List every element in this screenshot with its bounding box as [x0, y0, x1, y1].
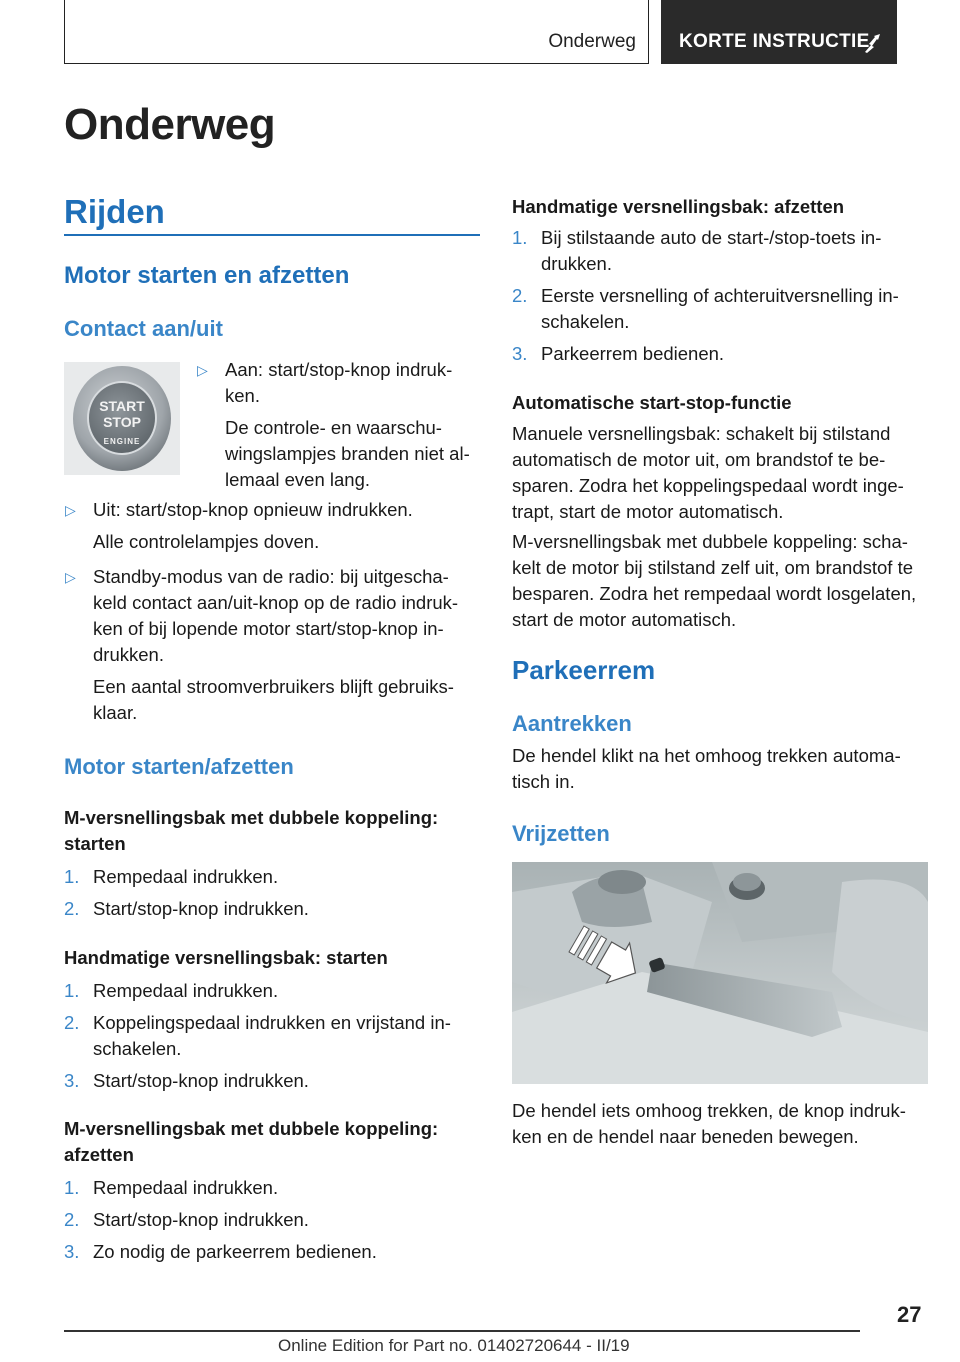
paragraph-auto-m: M-versnellingsbak met dubbele koppeling: scha-kelt de motor bij stilstand zelf uit, om brandstof te besparen. Zodra het rempedaal wordt losgelaten, start de motor automatisch.	[512, 531, 917, 630]
heading-vrijzetten: Vrijzetten	[512, 821, 610, 846]
knob-label-start: START	[99, 398, 145, 414]
start-stop-knob	[73, 366, 171, 471]
heading-aantrekken: Aantrekken	[512, 711, 632, 736]
footer-rule	[64, 1330, 860, 1332]
start-stop-button-image	[64, 362, 180, 475]
triangle-bullet-icon: ▷	[197, 362, 208, 378]
triangle-bullet-icon: ▷	[65, 502, 76, 518]
flash-icon	[861, 32, 883, 54]
section-heading-rijden: Rijden	[64, 193, 165, 230]
list-item: ▷ Uit: start/stop-knop opnieuw indrukken. Alle controlelampjes doven.	[65, 499, 413, 552]
parking-brake-image	[512, 862, 928, 1084]
hand-start-steps	[64, 978, 480, 1100]
subheading-m-afzetten: M-versnellingsbak met dubbele koppeling: afzetten	[64, 1118, 439, 1165]
m-start-steps	[64, 864, 480, 928]
list-item: 2. Koppelingspedaal indrukken en vrijstand in-schakelen.	[64, 1012, 451, 1059]
list-item: 3. Zo nodig de parkeerrem bedienen.	[64, 1241, 377, 1262]
list-item: 3. Start/stop-knop indrukken.	[64, 1070, 309, 1091]
subheading-m-starten: M-versnellingsbak met dubbele koppeling: starten	[64, 807, 439, 854]
heading-parkeerrem: Parkeerrem	[512, 655, 656, 685]
heading-motor-starten-afzetten-sub: Motor starten/afzetten	[64, 754, 294, 779]
subheading-handmatig-starten: Handmatige versnellingsbak: starten	[64, 947, 388, 968]
page-number: 27	[897, 1302, 922, 1327]
heading-motor-starten-afzetten: Motor starten en afzetten	[64, 262, 350, 289]
header-badge-label: KORTE INSTRUCTIE	[679, 31, 870, 52]
page-title: Onderweg	[64, 100, 276, 149]
triangle-bullet-icon: ▷	[65, 569, 76, 585]
header-section-box	[64, 0, 649, 64]
subheading-handmatig-afzetten: Handmatige versnellingsbak: afzetten	[512, 196, 845, 217]
heading-contact-aan-uit: Contact aan/uit	[64, 316, 223, 341]
knob-label-engine: ENGINE	[103, 437, 141, 446]
paragraph-vrijzetten: De hendel iets omhoog trekken, de knop indruk-ken en de hendel naar beneden bewegen.	[512, 1100, 906, 1147]
parking-brake-illustration	[512, 862, 928, 1084]
paragraph-aantrekken: De hendel klikt na het omhoog trekken automa-tisch in.	[512, 745, 901, 792]
paragraph-auto-manual: Manuele versnellingsbak: schakelt bij stilstand automatisch de motor uit, om brandstof te be-sparen. Zodra het koppelingspedaal wordt inge-trapt, start de motor automatisch.	[512, 423, 904, 522]
list-item: 1. Rempedaal indrukken.	[64, 980, 279, 1001]
list-item: 2. Start/stop-knop indrukken.	[64, 898, 309, 919]
hand-stop-steps	[512, 225, 928, 373]
subheading-auto-start-stop: Automatische start-stop-functie	[512, 392, 792, 413]
list-item: 3. Parkeerrem bedienen.	[512, 343, 725, 364]
header-badge[interactable]	[661, 0, 897, 64]
list-item: 1. Rempedaal indrukken.	[64, 1177, 279, 1198]
knob-label-stop: STOP	[103, 414, 141, 430]
contact-list-rest	[64, 497, 480, 732]
m-stop-steps	[64, 1175, 480, 1271]
header-section-title: Onderweg	[548, 31, 636, 52]
list-item: ▷ Standby-modus van de radio: bij uitgescha-keld contact aan/uit-knop op de radio indruk-ken of bij lopende motor start/stop-knop in-drukken. Een aantal stroomverbruikers blijft gebruiks-klaar.	[65, 566, 459, 723]
list-item: ▷ Aan: start/stop-knop indruk-ken. De controle- en waarschu-wingslampjes branden niet al-lemaal even lang.	[197, 359, 470, 490]
list-item: 2. Start/stop-knop indrukken.	[64, 1209, 309, 1230]
list-item: 2. Eerste versnelling of achteruitversnelling in-schakelen.	[512, 285, 899, 332]
list-item: 1. Rempedaal indrukken.	[64, 866, 279, 887]
section-rule	[64, 234, 480, 236]
footer-edition: Online Edition for Part no. 01402720644 - II/19	[278, 1336, 630, 1355]
list-item: 1. Bij stilstaande auto de start-/stop-toets in-drukken.	[512, 227, 882, 274]
contact-list-first	[196, 357, 480, 499]
